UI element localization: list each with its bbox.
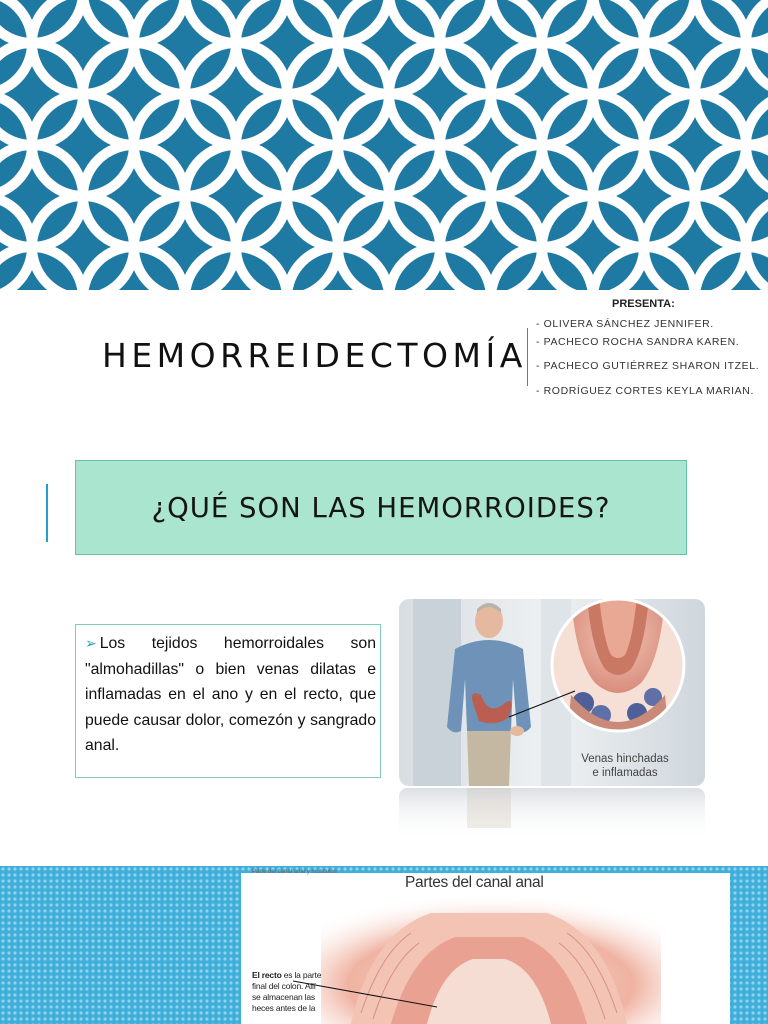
- definition-text: Los tejidos hemorroidales son "almohadillas" o bien venas dilatas e inflamadas en el ano y en el recto, que puede causar dolor, comezón y sangrado anal.: [85, 635, 376, 754]
- presenter-name: - RODRÍGUEZ CORTES KEYLA MARIAN.: [536, 385, 754, 397]
- rectum-annotation: [252, 970, 322, 1014]
- image-reflection: [399, 788, 705, 840]
- presenter-name: - PACHECO ROCHA SANDRA KAREN.: [536, 336, 740, 348]
- caption-line: e inflamadas: [592, 767, 658, 779]
- question-heading: ¿QUÉ SON LAS HEMORROIDES?: [151, 491, 611, 524]
- presenters-divider: [527, 328, 528, 386]
- rectum-description: es la parte final del colon. Allí se almacenan las heces antes de la: [252, 970, 322, 1013]
- definition-box: [75, 624, 381, 778]
- image-caption: [560, 752, 690, 780]
- chevron-right-icon: ➢: [85, 635, 97, 651]
- presenter-name: - OLIVERA SÁNCHEZ JENNIFER.: [536, 318, 714, 330]
- presentation-title: HEMORREIDECTOMÍA: [102, 336, 527, 375]
- caption-line: Venas hinchadas: [581, 753, 669, 765]
- presenter-name: - PACHECO GUTIÉRREZ SHARON ITZEL.: [536, 360, 760, 372]
- definition-paragraph: [85, 631, 376, 759]
- rectum-term: El recto: [252, 970, 282, 980]
- presenters-heading: PRESENTA:: [612, 298, 675, 310]
- panel-small-header: Parte del canal anal y musculos: [252, 869, 337, 875]
- decorative-pattern-banner: [0, 0, 768, 290]
- slide-accent-bar: [46, 484, 48, 542]
- panel-title: Partes del canal anal: [405, 874, 544, 891]
- question-heading-box: [75, 460, 687, 555]
